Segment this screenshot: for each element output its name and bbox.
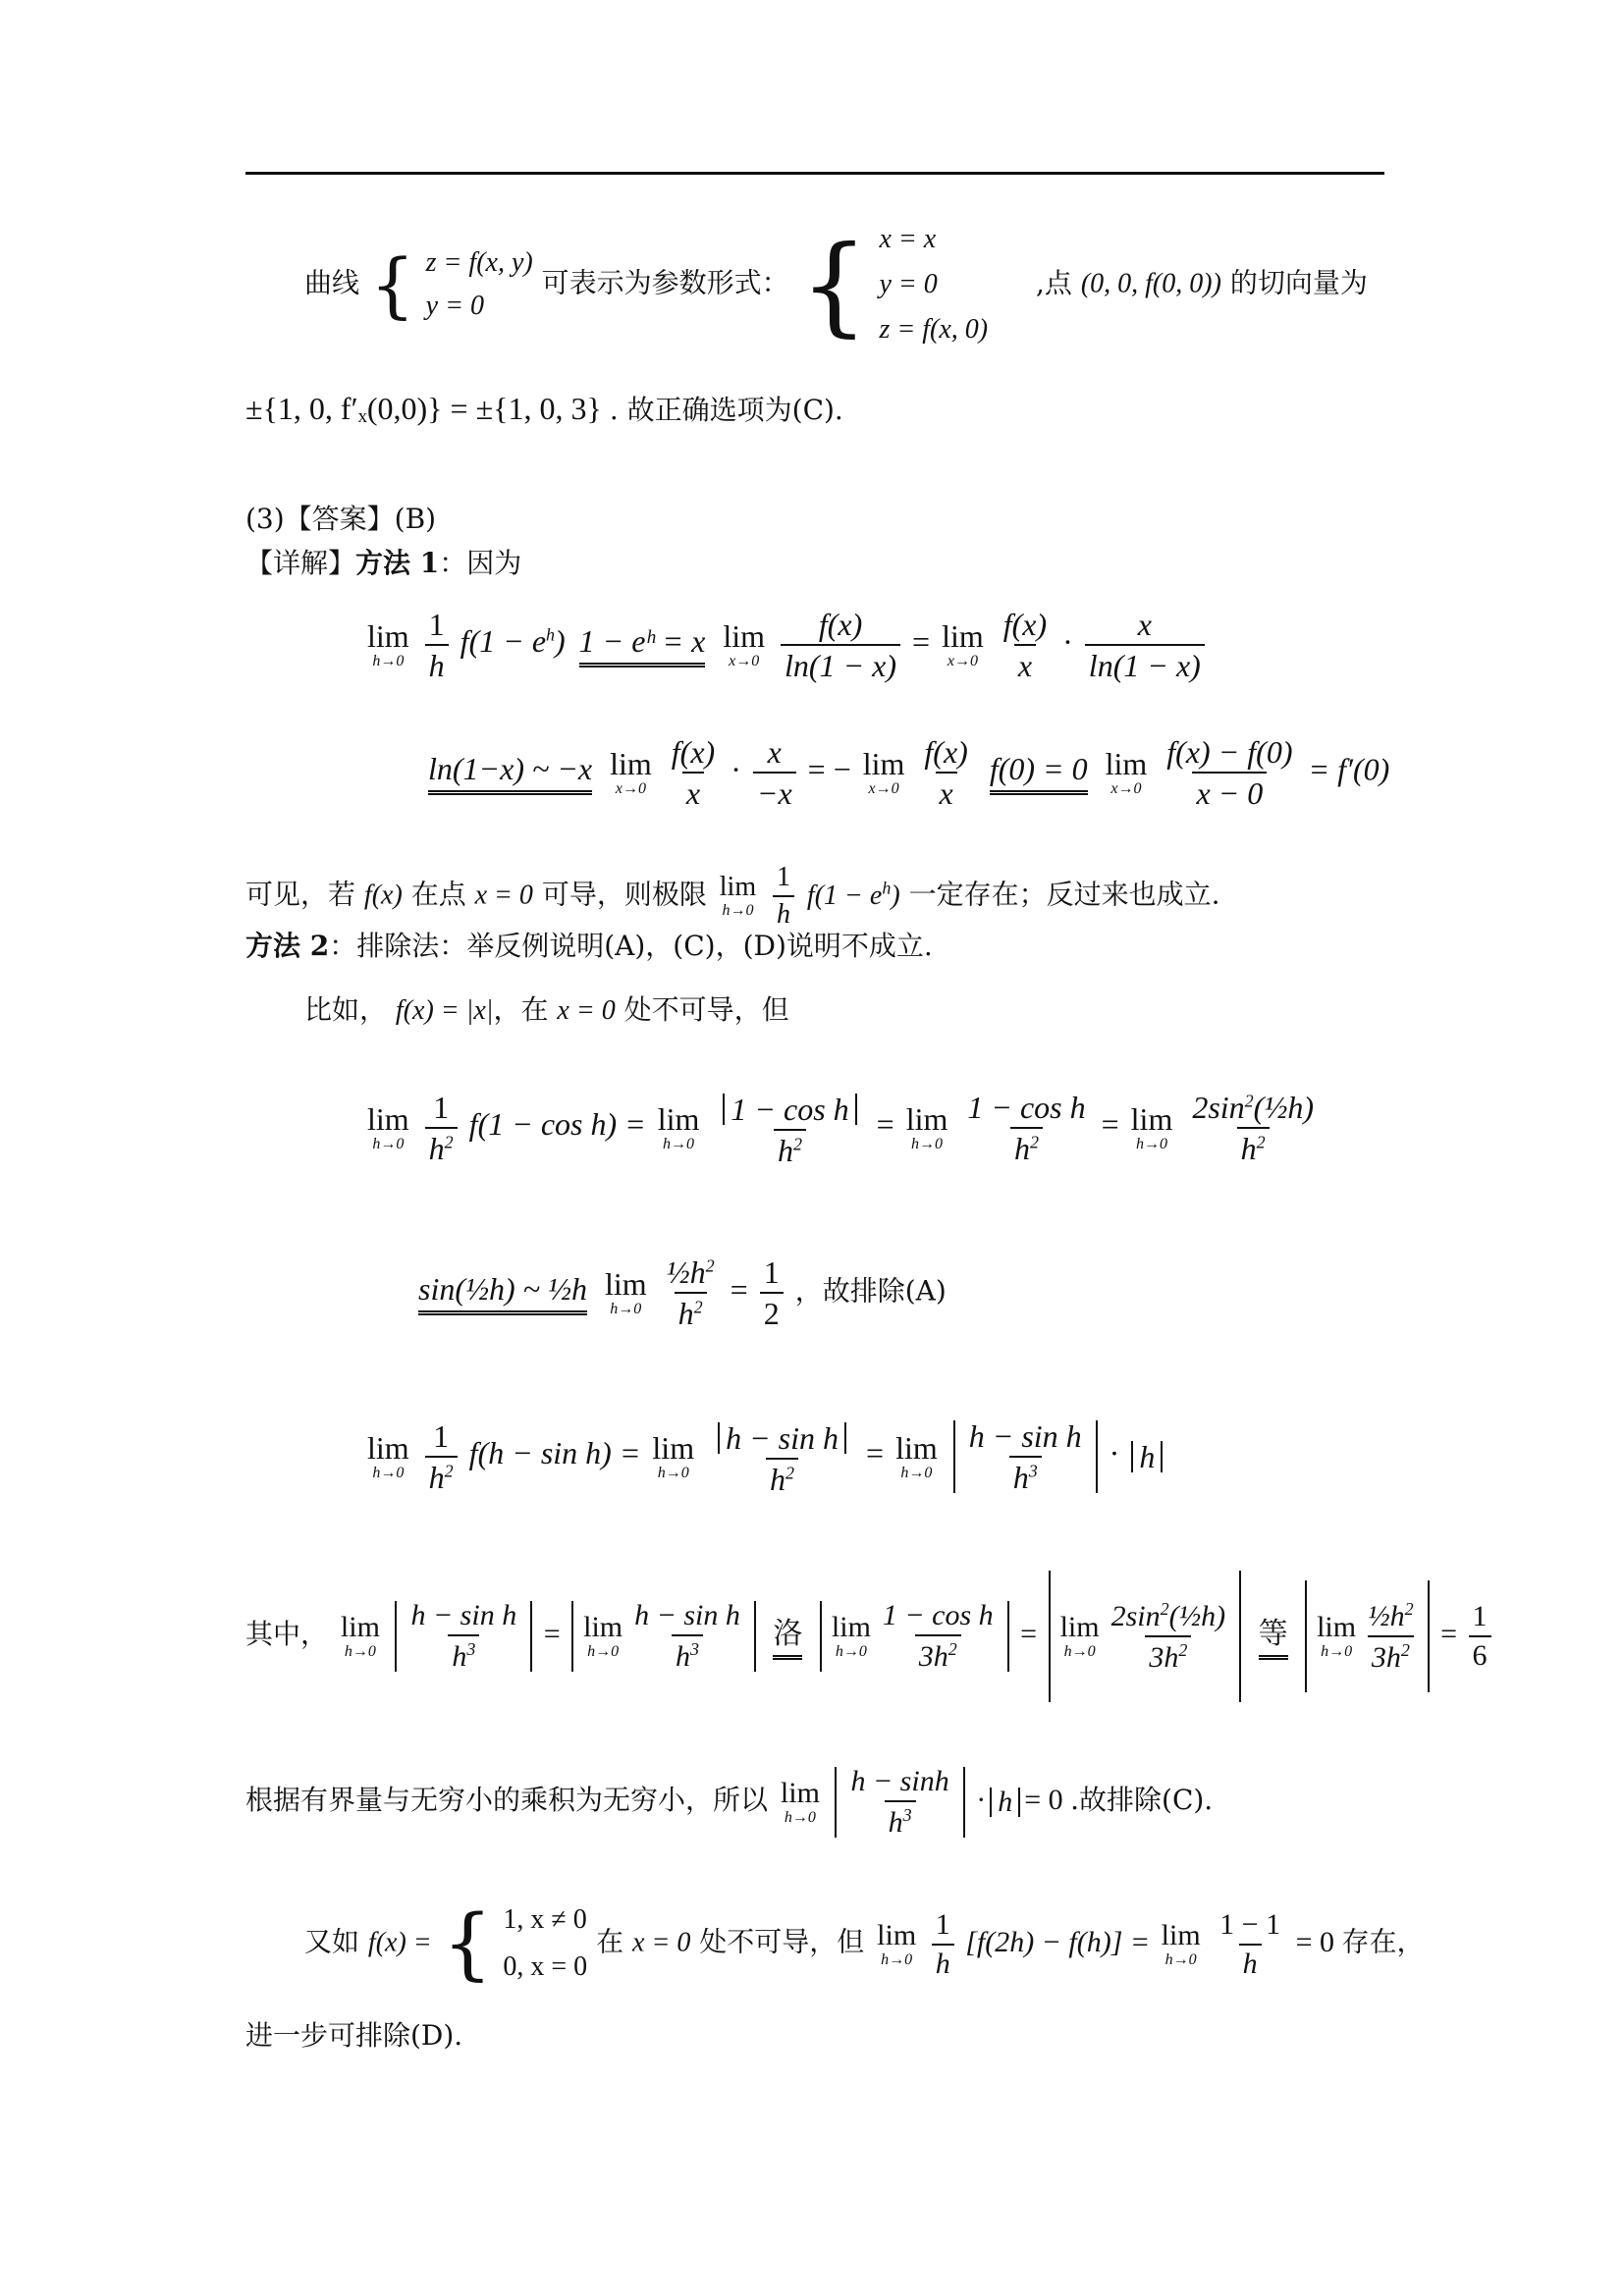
f-prime-0: = f′(0) [1308,751,1390,787]
param-intro: 可表示为参数形式： [541,266,789,299]
lim-x: lim x→0 [723,618,766,669]
answer-c: . 故正确选项为(C). [609,394,843,426]
case-z: z = f(x, y) [425,247,533,278]
deng-rule: 等 [1259,1620,1288,1660]
method1-line [245,547,522,579]
f-1-minus-eh: $f(1 - e^h)$ [460,623,566,660]
example-1: 比如， f(x) = |x|，在 x = 0 处不可导，但 [304,993,789,1026]
equiv-f0: f(0) = 0 [990,753,1088,795]
equation-c: lim h→0 $\frac{1}{h^2}$ f(h − sin h) = lim h→0 $\frac{\text{h − sin h}}{h^2}$ = lim h→0 $\frac{\text{h − sin h}}{h^3}$ · h [363,1418,1166,1495]
conclusion-1: 可见，若 f(x) 在点 x = 0 可导，则极限 lim h→0 $\frac{1}{h}$ $f(1 - e^h)$ 一定存在；反过来也成立. [245,862,1220,930]
frac-fx-x: $\frac{f(x)}{x}$ [1002,607,1048,683]
example-2: 又如 f(x) = { 1, x ≠ 0 0, x = 0 在 x = 0 处不可导，但 lim h→0 $\frac{1}{h}$ [f(2h) − f(h)] = lim h→0 $\frac{1 - 1}{h}$ = 0 存在， [304,1897,1425,1989]
tangent-vector: ±{1, 0, f′ₓ(0,0)} = ±{1, 0, 3} [245,391,602,426]
equation-1: lim h→0 $\frac{1}{h}$ $f(1 - e^h)$ 1 − eʰ = x lim x→0 $\frac{f(x)}{\ln(1 - x)}$ = lim x→0 $\frac{f(x)}{x}$ · $\frac{x}{\ln(1 - x)}$ [363,609,1209,681]
param-x: x = x [879,224,937,254]
final-line: 进一步可排除(D). [245,2019,463,2052]
equation-a2: sin(½h) ~ ½h lim h→0 $\frac{\frac{1}{2}h^2}{h^2}$ = $\frac{1}{2}$ ，故排除(A) [418,1255,947,1331]
left-brace: { [369,243,415,326]
method1-intro: ：因为 [439,547,522,579]
equation-2: ln(1−x) ~ −x lim x→0 $\frac{f(x)}{x}$ · $\frac{x}{-x}$ = − lim x→0 $\frac{f(x)}{x}$ f(0) = 0 lim x→0 $\frac{f(x) - f(0)}{x - 0}$ = f′(0) [428,734,1390,811]
param-cases [879,226,988,344]
tangent-vector-line [245,393,843,424]
frac-x-ln: $\frac{x}{\ln(1 - x)}$ [1085,609,1205,681]
param-y: y = 0 [879,269,938,299]
curve-cases [426,249,533,320]
equation-a: lim h→0 $\frac{1}{h^2}$ f(1 − cos h) = lim h→0 $\frac{\text{1 − cos h}}{h^2}$ = lim h→0 $\frac{\text{1 − cos h}}{h^2}$ = lim h→0 $\frac{2\sin^2(\frac{1}{2}h)}{h^2}$ [367,1089,1314,1168]
curve-prefix: 曲线 [304,266,360,299]
detail-label: 【详解】 [245,547,356,579]
q3-answer: (3)【答案】(B) [245,503,437,535]
point-expr: (0, 0, f(0, 0)) [1080,268,1221,299]
left-brace-large: { [799,222,869,347]
lim-h: lim h→0 [367,618,409,669]
header-rule [245,172,1384,175]
frac-fx-ln: $\frac{f(x)}{\ln(1 - x)}$ [781,609,900,681]
curve-definition-line [304,222,1368,347]
among-line: 其中， lim h→0 $\frac{\text{h − sin h}}{h^3}$ = lim h→0 $\frac{\text{h − sin h}}{h^3}$ 洛 lim h→0 $\frac{\text{1 − cos h}}{3h^2}$ = lim h→0 $\frac{2\sin^2(\frac{1}{2}h)}{3h^2}$ 等 lim h→0 $\frac{\frac{1}{2}h^2}{3h^2}$ = $\frac{1}{6}$ [245,1571,1495,1702]
equiv-ln: ln(1−x) ~ −x [428,753,592,795]
point-prefix: ,点 [1036,266,1072,299]
method1-label: 方法 1 [355,547,440,579]
substitution: 1 − eʰ = x [579,625,706,667]
case-y: y = 0 [425,291,484,321]
lim-x-2: lim x→0 [942,618,984,669]
bounded-line: 根据有界量与无穷小的乘积为无穷小，所以 lim h→0 $\frac{h - \sinh}{h^3}$ · h = 0 .故排除(C). [245,1765,1214,1839]
tangent-suffix: 的切向量为 [1229,266,1368,299]
luo-rule: 洛 [773,1620,802,1660]
lim-x-3: lim x→0 [610,746,652,797]
frac-1-h: $\frac{1}{h}$ [425,609,449,681]
method2-line: 方法 2：排除法：举反例说明(A)，(C)，(D)说明不成立. [245,930,933,962]
param-z: z = f(x, 0) [879,314,989,345]
